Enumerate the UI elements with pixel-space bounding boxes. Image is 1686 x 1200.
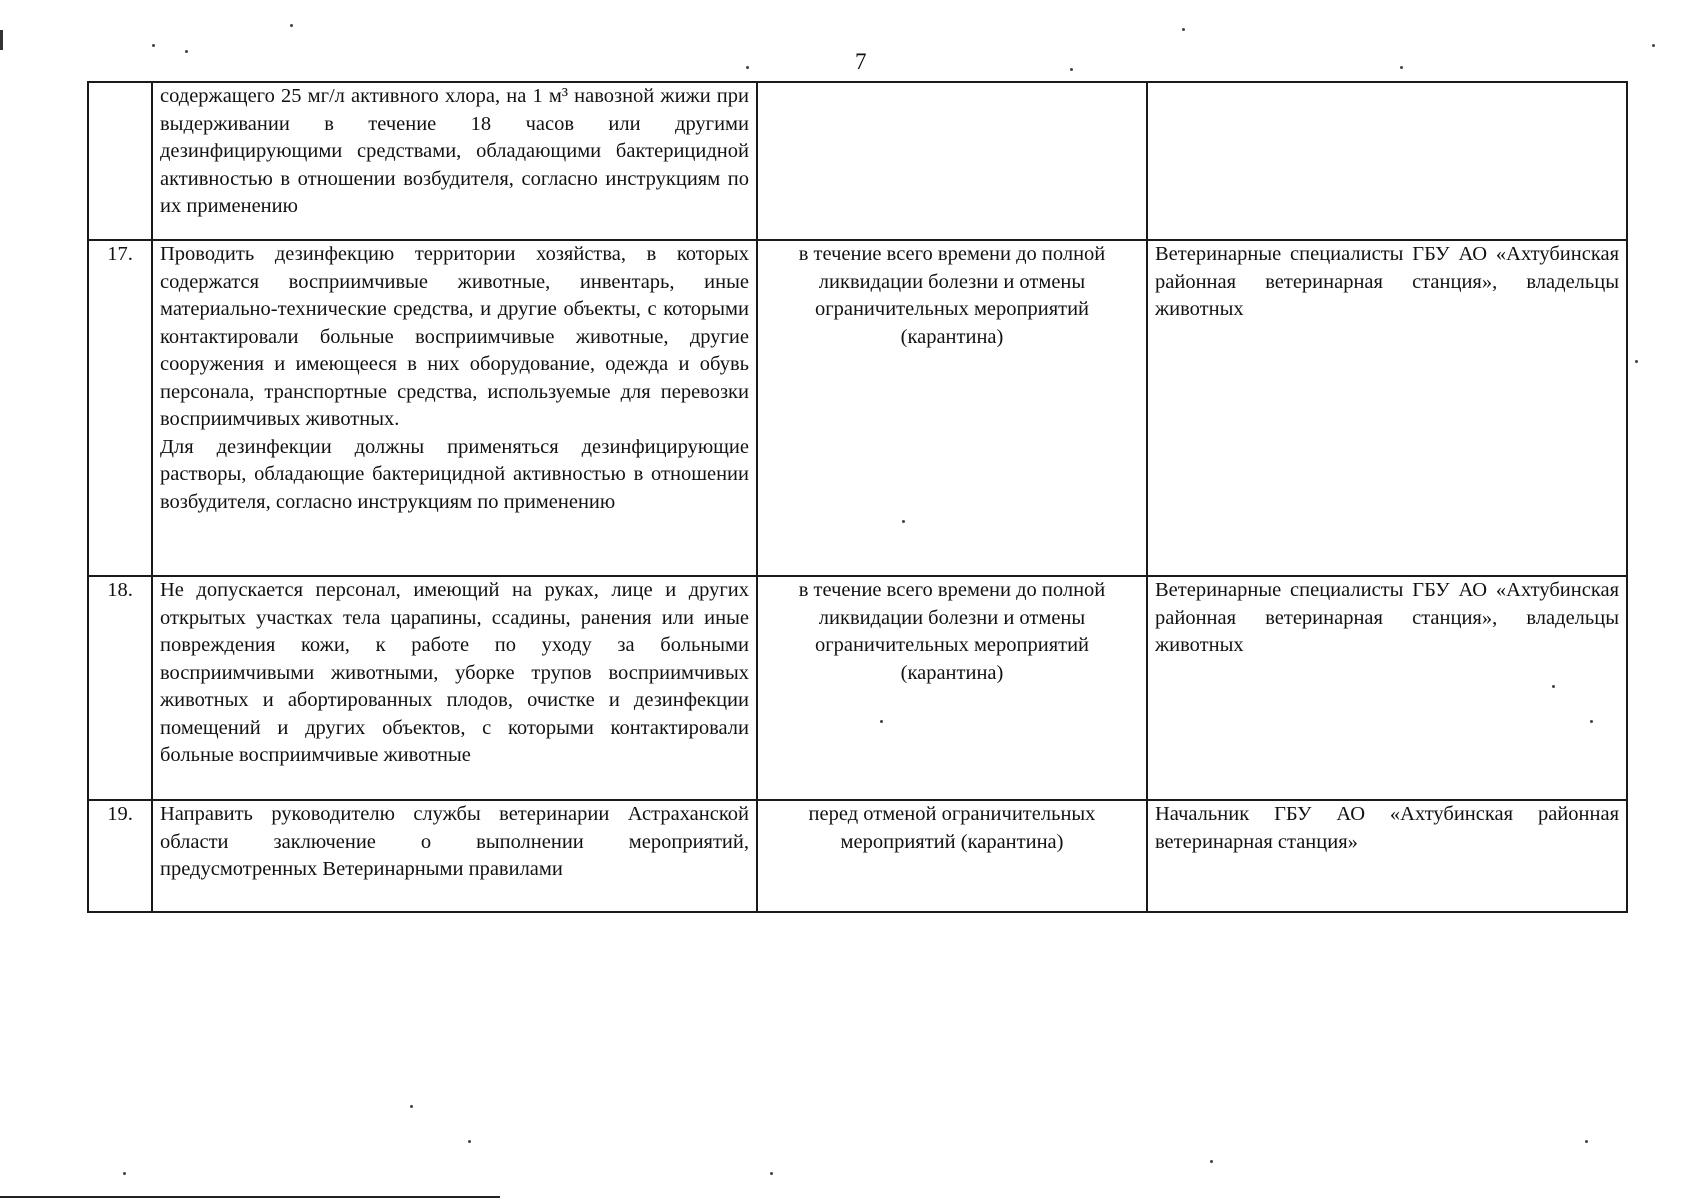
scan-speckle <box>1070 68 1073 71</box>
scan-speckle <box>185 50 188 53</box>
scan-speckle <box>902 520 905 523</box>
row-action <box>152 82 757 240</box>
scan-speckle <box>1590 720 1593 723</box>
scan-speckle <box>152 44 155 47</box>
measures-table <box>87 81 1628 913</box>
scan-speckle <box>1635 360 1638 363</box>
scan-edge-mark <box>0 30 3 50</box>
table-row <box>88 82 1627 240</box>
row-term: в течение всего времени до полной ликвидации болезни и отмены ограничительных мероприятий (карантина) <box>757 240 1147 576</box>
scan-speckle <box>1652 44 1655 47</box>
row-responsible: Начальник ГБУ АО «Ахтубинская районная ветеринарная станция» <box>1147 800 1627 912</box>
row-action <box>152 800 757 912</box>
action-paragraph: Для дезинфекции должны применяться дезинфицирующие растворы, обладающие бактерицидной активностью в отношении возбудителя, согласно инструкциям по применению <box>160 435 749 513</box>
table-row <box>88 240 1627 576</box>
scan-speckle <box>1400 66 1403 69</box>
row-term: перед отменой ограничительных мероприятий (карантина) <box>757 800 1147 912</box>
row-responsible: Ветеринарные специалисты ГБУ АО «Ахтубинская районная ветеринарная станция», владельцы животных <box>1147 576 1627 800</box>
row-number <box>88 82 152 240</box>
scan-speckle <box>468 1140 471 1143</box>
table-row <box>88 576 1627 800</box>
row-responsible <box>1147 82 1627 240</box>
scan-speckle <box>123 1172 126 1175</box>
scan-speckle <box>410 1105 413 1108</box>
action-paragraph: Не допускается персонал, имеющий на руках, лице и других открытых участках тела царапины, ссадины, ранения или иные повреждения кожи, к работе по уходу за больными восприимчивыми животными, уборке трупов восприимчивых животных и абортированных плодов, очистке и дезинфекции помещений и других объектов, с которыми контактировали больные восприимчивые животные <box>160 579 749 766</box>
row-number: 17. <box>88 240 152 576</box>
scan-speckle <box>880 720 883 723</box>
row-action <box>152 576 757 800</box>
row-number: 19. <box>88 800 152 912</box>
row-term <box>757 82 1147 240</box>
scan-speckle <box>1585 1140 1588 1143</box>
scan-bottom-edge <box>0 1196 500 1198</box>
table-row <box>88 800 1627 912</box>
row-action <box>152 240 757 576</box>
page-number: 7 <box>855 49 867 74</box>
scan-speckle <box>290 24 293 27</box>
row-number: 18. <box>88 576 152 800</box>
scan-speckle <box>770 1172 773 1175</box>
scan-speckle <box>1182 28 1185 31</box>
scan-speckle <box>1210 1160 1213 1163</box>
action-paragraph: содержащего 25 мг/л активного хлора, на 1 м³ навозной жижи при выдерживании в течение 18 часов или другими дезинфицирующими средствами, обладающими бактерицидной активностью в отношении возбудителя, согласно инструкциям по их применению <box>160 85 749 217</box>
row-term: в течение всего времени до полной ликвидации болезни и отмены ограничительных мероприятий (карантина) <box>757 576 1147 800</box>
row-responsible: Ветеринарные специалисты ГБУ АО «Ахтубинская районная ветеринарная станция», владельцы животных <box>1147 240 1627 576</box>
action-paragraph: Направить руководителю службы ветеринарии Астраханской области заключение о выполнении мероприятий, предусмотренных Ветеринарными правилами <box>160 803 749 880</box>
scan-speckle <box>1552 685 1555 688</box>
scan-speckle <box>746 66 749 69</box>
action-paragraph: Проводить дезинфекцию территории хозяйства, в которых содержатся восприимчивые животные, инвентарь, иные материально-технические средства, и другие объекты, с которыми контактировали больные восприимчивые животные, другие сооружения и имеющееся в них оборудование, одежда и обувь персонала, транспортные средства, используемые для перевозки восприимчивых животных. <box>160 243 749 430</box>
